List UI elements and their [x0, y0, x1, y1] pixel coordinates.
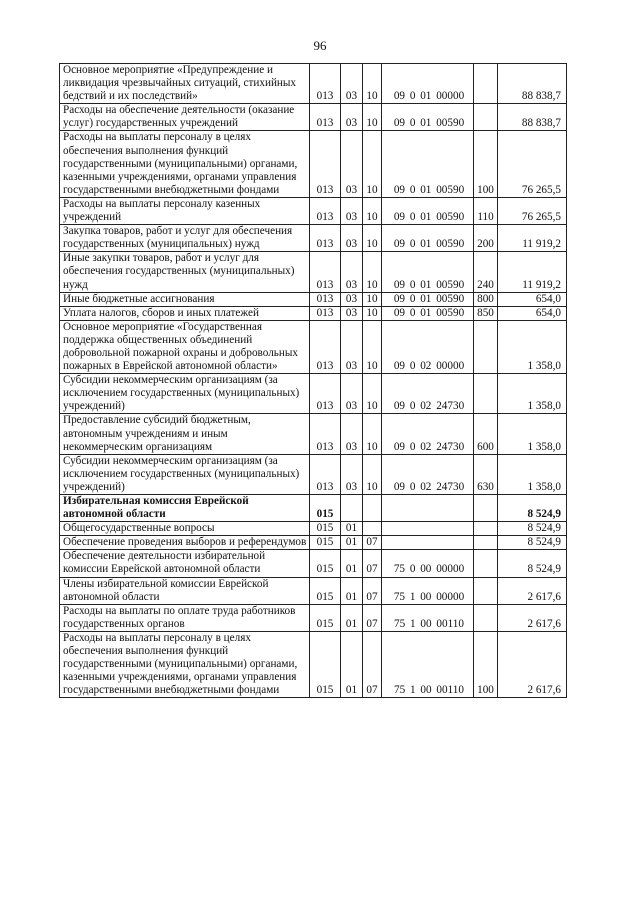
row-name: Члены избирательной комиссии Еврейской автономной области — [60, 577, 310, 604]
table-row — [60, 197, 567, 224]
row-subsection-code: 10 — [363, 131, 382, 197]
row-amount: 8 524,9 — [498, 536, 567, 550]
row-ved-code: 015 — [310, 631, 341, 697]
row-amount: 11 919,2 — [498, 252, 567, 292]
table-row — [60, 104, 567, 131]
row-name: Иные бюджетные ассигнования — [60, 292, 310, 306]
row-subsection-code: 07 — [363, 631, 382, 697]
row-expense-type-code: 100 — [474, 131, 498, 197]
row-name: Избирательная комиссия Еврейской автономной области — [60, 495, 310, 522]
row-name: Общегосударственные вопросы — [60, 522, 310, 536]
row-target-article-code: 09 0 02 00000 — [382, 320, 474, 373]
row-section-code — [341, 495, 363, 522]
row-amount: 88 838,7 — [498, 104, 567, 131]
row-subsection-code: 10 — [363, 64, 382, 104]
row-target-article-code: 09 0 01 00590 — [382, 131, 474, 197]
table-row — [60, 604, 567, 631]
row-target-article-code — [382, 522, 474, 536]
row-expense-type-code — [474, 64, 498, 104]
row-name: Обеспечение деятельности избирательной комиссии Еврейской автономной области — [60, 550, 310, 577]
row-amount: 1 358,0 — [498, 320, 567, 373]
row-ved-code: 013 — [310, 131, 341, 197]
row-section-code: 03 — [341, 131, 363, 197]
table-row — [60, 522, 567, 536]
row-subsection-code: 10 — [363, 104, 382, 131]
row-expense-type-code — [474, 604, 498, 631]
row-target-article-code: 09 0 02 24730 — [382, 454, 474, 494]
row-expense-type-code — [474, 495, 498, 522]
row-expense-type-code: 800 — [474, 292, 498, 306]
row-ved-code: 013 — [310, 292, 341, 306]
row-name: Расходы на выплаты персоналу в целях обеспечения выполнения функций государственными (муниципальными) органами, казенными учреждениями, органами управления государственными внебюджетными фондами — [60, 631, 310, 697]
row-target-article-code: 09 0 02 24730 — [382, 414, 474, 454]
row-ved-code: 015 — [310, 604, 341, 631]
row-name: Основное мероприятие «Предупреждение и ликвидация чрезвычайных ситуаций, стихийных бедствий и их последствий» — [60, 64, 310, 104]
row-amount: 8 524,9 — [498, 495, 567, 522]
row-ved-code: 013 — [310, 225, 341, 252]
row-expense-type-code — [474, 374, 498, 414]
row-amount: 654,0 — [498, 292, 567, 306]
row-target-article-code: 75 0 00 00000 — [382, 550, 474, 577]
row-expense-type-code — [474, 550, 498, 577]
row-ved-code: 013 — [310, 414, 341, 454]
row-expense-type-code — [474, 320, 498, 373]
row-target-article-code: 09 0 01 00590 — [382, 197, 474, 224]
row-amount: 76 265,5 — [498, 197, 567, 224]
row-amount: 8 524,9 — [498, 550, 567, 577]
row-amount: 88 838,7 — [498, 64, 567, 104]
row-target-article-code: 09 0 01 00590 — [382, 292, 474, 306]
row-subsection-code: 07 — [363, 536, 382, 550]
row-subsection-code — [363, 522, 382, 536]
row-expense-type-code — [474, 536, 498, 550]
row-section-code: 03 — [341, 292, 363, 306]
table-row — [60, 225, 567, 252]
row-ved-code: 015 — [310, 550, 341, 577]
table-row — [60, 292, 567, 306]
row-section-code: 03 — [341, 306, 363, 320]
table-row — [60, 414, 567, 454]
row-name: Субсидии некоммерческим организациям (за исключением государственных (муниципальных) учреждений) — [60, 454, 310, 494]
row-subsection-code: 10 — [363, 252, 382, 292]
row-expense-type-code — [474, 577, 498, 604]
row-section-code: 01 — [341, 550, 363, 577]
row-ved-code: 013 — [310, 64, 341, 104]
row-amount: 1 358,0 — [498, 414, 567, 454]
row-target-article-code: 09 0 01 00590 — [382, 104, 474, 131]
row-target-article-code: 75 1 00 00110 — [382, 631, 474, 697]
table-row — [60, 550, 567, 577]
table-row — [60, 320, 567, 373]
row-ved-code: 013 — [310, 320, 341, 373]
row-section-code: 03 — [341, 414, 363, 454]
row-target-article-code: 09 0 01 00000 — [382, 64, 474, 104]
row-section-code: 03 — [341, 197, 363, 224]
table-row — [60, 252, 567, 292]
row-amount: 1 358,0 — [498, 374, 567, 414]
row-target-article-code: 09 0 01 00590 — [382, 225, 474, 252]
row-ved-code: 015 — [310, 522, 341, 536]
row-amount: 11 919,2 — [498, 225, 567, 252]
row-amount: 2 617,6 — [498, 604, 567, 631]
row-subsection-code — [363, 495, 382, 522]
table-row — [60, 131, 567, 197]
row-expense-type-code — [474, 522, 498, 536]
table-row — [60, 454, 567, 494]
row-target-article-code: 09 0 01 00590 — [382, 252, 474, 292]
row-name: Закупка товаров, работ и услуг для обеспечения государственных (муниципальных) нужд — [60, 225, 310, 252]
row-subsection-code: 10 — [363, 454, 382, 494]
row-name: Расходы на выплаты по оплате труда работников государственных органов — [60, 604, 310, 631]
row-name: Расходы на выплаты персоналу в целях обеспечения выполнения функций государственными (муниципальными) органами, казенными учреждениями, органами управления государственными внебюджетными фондами — [60, 131, 310, 197]
row-target-article-code — [382, 536, 474, 550]
row-expense-type-code: 110 — [474, 197, 498, 224]
row-section-code: 03 — [341, 104, 363, 131]
row-section-code: 03 — [341, 374, 363, 414]
row-target-article-code: 09 0 02 24730 — [382, 374, 474, 414]
row-name: Предоставление субсидий бюджетным, автономным учреждениям и иным некоммерческим организациям — [60, 414, 310, 454]
row-name: Расходы на обеспечение деятельности (оказание услуг) государственных учреждений — [60, 104, 310, 131]
row-section-code: 01 — [341, 577, 363, 604]
row-name: Субсидии некоммерческим организациям (за исключением государственных (муниципальных) учреждений) — [60, 374, 310, 414]
row-ved-code: 013 — [310, 197, 341, 224]
row-expense-type-code: 200 — [474, 225, 498, 252]
row-section-code: 01 — [341, 522, 363, 536]
row-target-article-code: 09 0 01 00590 — [382, 306, 474, 320]
row-target-article-code: 75 1 00 00000 — [382, 577, 474, 604]
row-ved-code: 013 — [310, 104, 341, 131]
table-row — [60, 536, 567, 550]
row-expense-type-code: 600 — [474, 414, 498, 454]
row-amount: 76 265,5 — [498, 131, 567, 197]
row-section-code: 01 — [341, 604, 363, 631]
page-number: 96 — [313, 38, 327, 53]
row-amount: 654,0 — [498, 306, 567, 320]
row-ved-code: 013 — [310, 252, 341, 292]
row-amount: 2 617,6 — [498, 631, 567, 697]
row-name: Расходы на выплаты персоналу казенных учреждений — [60, 197, 310, 224]
row-amount: 8 524,9 — [498, 522, 567, 536]
row-ved-code: 015 — [310, 577, 341, 604]
row-amount: 1 358,0 — [498, 454, 567, 494]
row-ved-code: 013 — [310, 454, 341, 494]
budget-table-body — [60, 64, 567, 698]
row-subsection-code: 07 — [363, 550, 382, 577]
row-section-code: 01 — [341, 631, 363, 697]
table-row — [60, 495, 567, 522]
row-subsection-code: 07 — [363, 577, 382, 604]
row-subsection-code: 10 — [363, 374, 382, 414]
row-ved-code: 013 — [310, 374, 341, 414]
row-section-code: 03 — [341, 454, 363, 494]
row-name: Обеспечение проведения выборов и референдумов — [60, 536, 310, 550]
table-row — [60, 64, 567, 104]
row-expense-type-code: 240 — [474, 252, 498, 292]
row-section-code: 03 — [341, 64, 363, 104]
row-target-article-code: 75 1 00 00110 — [382, 604, 474, 631]
row-section-code: 03 — [341, 225, 363, 252]
row-target-article-code — [382, 495, 474, 522]
row-subsection-code: 10 — [363, 306, 382, 320]
row-ved-code: 015 — [310, 536, 341, 550]
row-name: Уплата налогов, сборов и иных платежей — [60, 306, 310, 320]
row-ved-code: 013 — [310, 306, 341, 320]
row-subsection-code: 10 — [363, 292, 382, 306]
row-name: Основное мероприятие «Государственная поддержка общественных объединений добровольной пожарной охраны и добровольных пожарных в Еврейской автономной области» — [60, 320, 310, 373]
row-subsection-code: 10 — [363, 414, 382, 454]
row-expense-type-code — [474, 104, 498, 131]
row-ved-code: 015 — [310, 495, 341, 522]
table-row — [60, 306, 567, 320]
table-row — [60, 631, 567, 697]
table-row — [60, 374, 567, 414]
table-row — [60, 577, 567, 604]
budget-table — [59, 63, 567, 698]
row-section-code: 01 — [341, 536, 363, 550]
row-subsection-code: 10 — [363, 320, 382, 373]
row-name: Иные закупки товаров, работ и услуг для обеспечения государственных (муниципальных) нужд — [60, 252, 310, 292]
row-subsection-code: 07 — [363, 604, 382, 631]
row-section-code: 03 — [341, 252, 363, 292]
row-amount: 2 617,6 — [498, 577, 567, 604]
row-expense-type-code: 850 — [474, 306, 498, 320]
row-expense-type-code: 100 — [474, 631, 498, 697]
row-expense-type-code: 630 — [474, 454, 498, 494]
row-section-code: 03 — [341, 320, 363, 373]
row-subsection-code: 10 — [363, 197, 382, 224]
row-subsection-code: 10 — [363, 225, 382, 252]
